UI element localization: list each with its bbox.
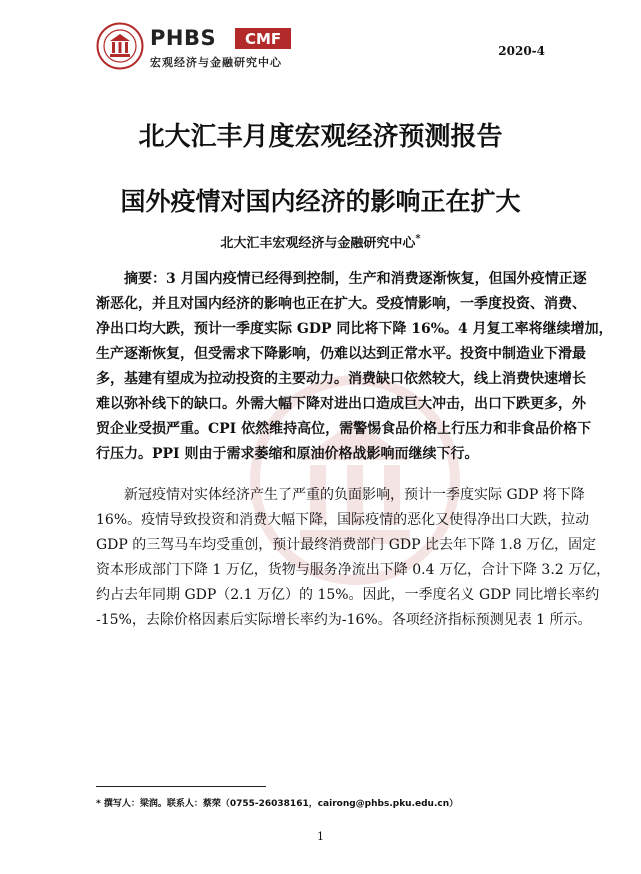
body-line: 16%。疫情导致投资和消费大幅下降，国际疫情的恶化又使得净出口大跌，拉动	[96, 512, 590, 528]
author-line	[0, 232, 641, 251]
body-line: -15%，去除价格因素后实际增长率约为-16%。各项经济指标预测见表 1 所示。	[96, 612, 592, 628]
university-seal-icon	[96, 22, 144, 70]
abstract-line: 生产逐渐恢复，但受需求下降影响，仍难以达到正常水平。投资中制造业下滑最	[96, 346, 586, 362]
issue-date: 2020-4	[498, 44, 545, 58]
author-footnote-mark: *	[415, 233, 421, 245]
author-name: 北大汇丰宏观经济与金融研究中心	[220, 236, 416, 251]
abstract-line: 多，基建有望成为拉动投资的主要动力。消费缺口依然较大，线上消费快速增长	[96, 371, 586, 387]
abstract-line: 难以弥补线下的缺口。外需大幅下降对进出口造成巨大冲击，出口下跌更多，外	[96, 396, 586, 412]
report-subtitle: 国外疫情对国内经济的影响正在扩大	[120, 187, 521, 216]
abstract-line: 摘要：3 月国内疫情已经得到控制，生产和消费逐渐恢复，但国外疫情正逐	[124, 271, 587, 287]
abstract-line: 渐恶化，并且对国内经济的影响也正在扩大。受疫情影响，一季度投资、消费、	[96, 296, 586, 312]
body-line: 资本形成部门下降 1 万亿，货物与服务净流出下降 0.4 万亿，合计下降 3.2 万亿，	[96, 562, 611, 578]
body-paragraph	[96, 483, 611, 633]
footnote-divider	[96, 786, 266, 787]
body-line: 新冠疫情对实体经济产生了严重的负面影响，预计一季度实际 GDP 将下降	[124, 487, 585, 503]
abstract-line: 贸企业受损严重。CPI 依然维持高位，需警惕食品价格上行压力和非食品价格下	[96, 421, 592, 437]
abstract-paragraph	[96, 267, 613, 467]
body-line: GDP 的三驾马车均受重创，预计最终消费部门 GDP 比去年下降 1.8 万亿，固定	[96, 537, 597, 553]
abstract-line: 净出口均大跌，预计一季度实际 GDP 同比将下降 16%。4 月复工率将继续增加，	[96, 321, 613, 337]
abstract-line: 行压力。PPI 则由于需求萎缩和原油价格战影响而继续下行。	[96, 446, 479, 462]
footnote: * 撰写人：梁润。联系人：蔡荣（0755-26038161，cairong@phbs.pku.edu.cn）	[96, 799, 459, 809]
brand-subtitle: 宏观经济与金融研究中心	[150, 56, 282, 69]
brand-name: PHBS	[150, 26, 217, 50]
report-title: 北大汇丰月度宏观经济预测报告	[138, 122, 503, 152]
body-line: 约占去年同期 GDP（2.1 万亿）的 15%。因此，一季度名义 GDP 同比增长率约	[96, 587, 600, 603]
brand-tag: CMF	[235, 28, 291, 49]
page-number: 1	[317, 830, 324, 843]
